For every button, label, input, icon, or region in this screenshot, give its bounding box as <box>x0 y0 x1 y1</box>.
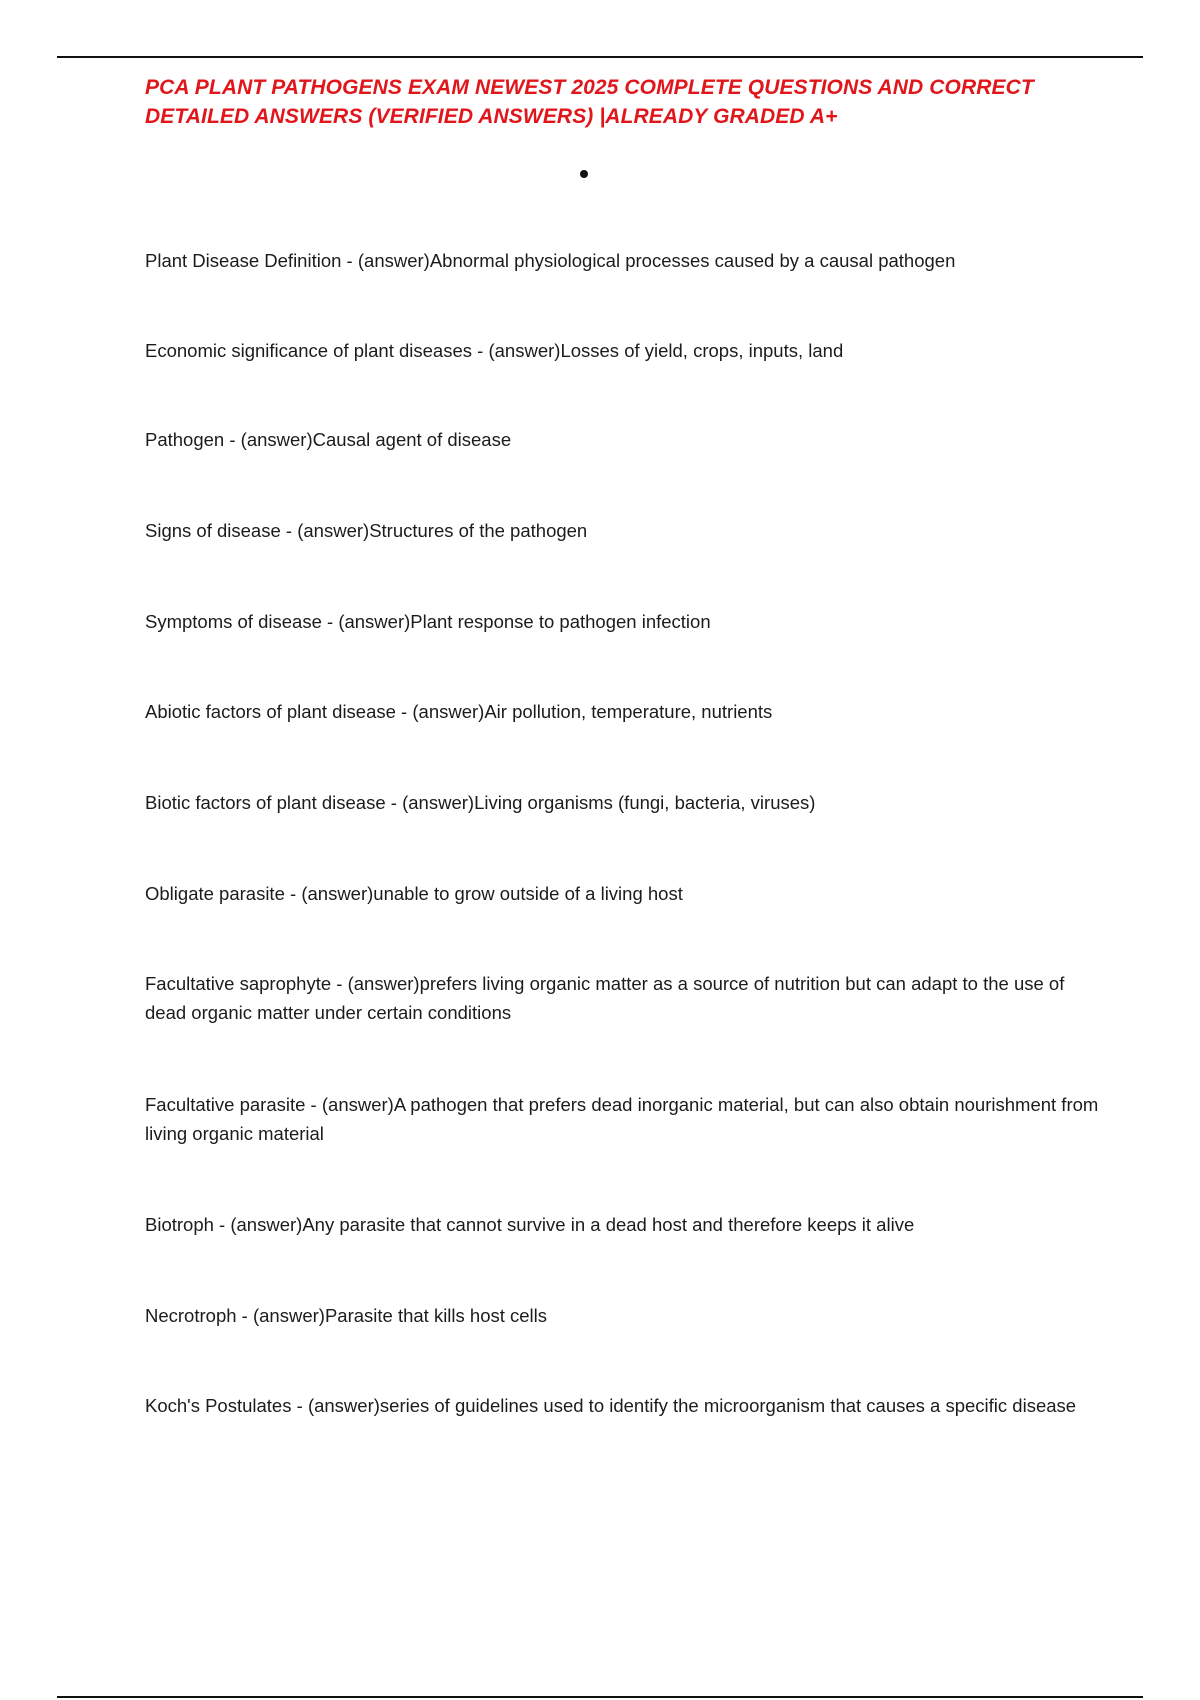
qa-item-signs-of-disease <box>145 516 1105 545</box>
answer-tag: (answer) <box>321 1094 394 1115</box>
qa-separator: - <box>385 792 403 813</box>
qa-answer: prefers living organic matter as a source of nutrition but can adapt to the use of dead organic matter under certain conditions <box>145 973 1065 1023</box>
answer-tag: (answer) <box>402 792 475 813</box>
qa-item-facultative-parasite <box>145 1090 1105 1148</box>
qa-separator: - <box>305 1094 322 1115</box>
qa-term: Symptoms of disease <box>145 611 322 632</box>
qa-answer: A pathogen that prefers dead inorganic material, but can also obtain nourishment from living organic material <box>145 1094 1099 1144</box>
qa-answer: unable to grow outside of a living host <box>373 883 683 904</box>
qa-item-abiotic-factors <box>145 697 1105 726</box>
qa-separator: - <box>291 1395 308 1416</box>
qa-term: Facultative saprophyte <box>145 973 332 994</box>
qa-term: Plant Disease Definition <box>145 250 342 271</box>
bullet-marker <box>580 170 588 178</box>
answer-tag: (answer) <box>297 520 370 541</box>
qa-separator: - <box>280 520 298 541</box>
qa-answer: Plant response to pathogen infection <box>410 611 711 632</box>
answer-tag: (answer) <box>230 1214 303 1235</box>
qa-term: Facultative parasite <box>145 1094 306 1115</box>
qa-item-pathogen <box>145 425 1105 454</box>
qa-item-biotic-factors <box>145 788 1105 817</box>
qa-term: Economic significance of plant diseases <box>145 340 473 361</box>
answer-tag: (answer) <box>488 340 561 361</box>
qa-answer: Air pollution, temperature, nutrients <box>484 701 773 722</box>
qa-term: Abiotic factors of plant disease <box>145 701 396 722</box>
answer-tag: (answer) <box>252 1305 325 1326</box>
qa-answer: Any parasite that cannot survive in a dead host and therefore keeps it alive <box>302 1214 915 1235</box>
qa-answer: Causal agent of disease <box>312 429 512 450</box>
qa-item-economic-significance <box>145 336 1105 365</box>
qa-separator: - <box>331 973 348 994</box>
qa-separator: - <box>341 250 358 271</box>
qa-term: Biotroph <box>145 1214 214 1235</box>
qa-answer: Abnormal physiological processes caused by a causal pathogen <box>429 250 956 271</box>
qa-separator: - <box>321 611 339 632</box>
answer-tag: (answer) <box>301 883 374 904</box>
answer-tag: (answer) <box>357 250 430 271</box>
qa-answer: series of guidelines used to identify the microorganism that causes a specific disease <box>379 1395 1077 1416</box>
answer-tag: (answer) <box>240 429 313 450</box>
qa-term: Biotic factors of plant disease <box>145 792 386 813</box>
document-title: PCA PLANT PATHOGENS EXAM NEWEST 2025 COMPLETE QUESTIONS AND CORRECT DETAILED ANSWERS (VERIFIED ANSWERS) |ALREADY GRADED A+ <box>145 76 1034 128</box>
qa-answer: Living organisms (fungi, bacteria, viruses) <box>474 792 816 813</box>
qa-answer: Structures of the pathogen <box>369 520 588 541</box>
qa-separator: - <box>224 429 241 450</box>
answer-tag: (answer) <box>338 611 411 632</box>
qa-item-kochs-postulates <box>145 1391 1105 1420</box>
qa-item-plant-disease-definition <box>145 246 1105 275</box>
top-rule <box>57 56 1143 58</box>
qa-separator: - <box>472 340 489 361</box>
answer-tag: (answer) <box>412 701 485 722</box>
bottom-rule <box>57 1696 1143 1698</box>
qa-item-symptoms-of-disease <box>145 607 1105 636</box>
qa-term: Obligate parasite <box>145 883 285 904</box>
qa-item-necrotroph <box>145 1301 1105 1330</box>
qa-term: Signs of disease <box>145 520 281 541</box>
qa-answer: Losses of yield, crops, inputs, land <box>560 340 844 361</box>
qa-separator: - <box>284 883 302 904</box>
qa-term: Necrotroph <box>145 1305 237 1326</box>
qa-item-obligate-parasite <box>145 879 1105 908</box>
qa-separator: - <box>236 1305 253 1326</box>
qa-term: Pathogen <box>145 429 225 450</box>
qa-term: Koch's Postulates <box>145 1395 292 1416</box>
qa-separator: - <box>213 1214 231 1235</box>
answer-tag: (answer) <box>347 973 420 994</box>
qa-item-facultative-saprophyte <box>145 969 1105 1027</box>
qa-item-biotroph <box>145 1210 1105 1239</box>
answer-tag: (answer) <box>307 1395 380 1416</box>
qa-separator: - <box>395 701 413 722</box>
qa-answer: Parasite that kills host cells <box>324 1305 548 1326</box>
